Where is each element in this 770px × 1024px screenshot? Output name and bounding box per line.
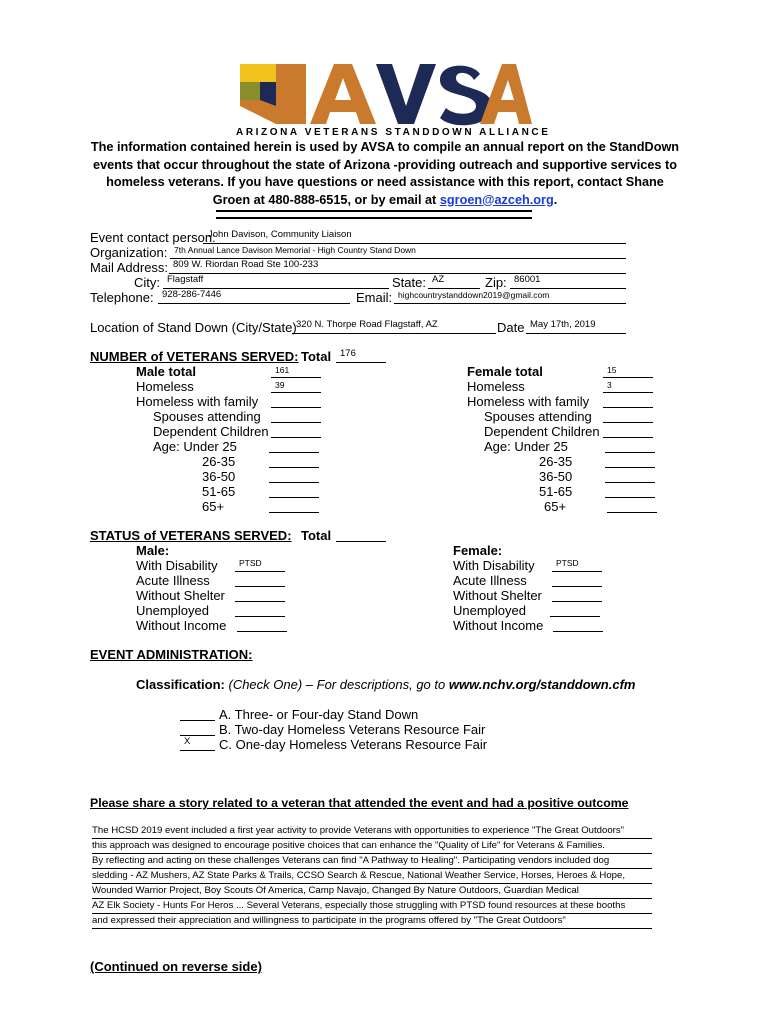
story-line-3[interactable]: By reflecting and acting on these challenges Veterans can find "A Pathway to Healing". Participating vendors included dog xyxy=(92,854,652,869)
female-age-under-field[interactable] xyxy=(605,452,655,453)
male-age-26-label: 26-35 xyxy=(202,454,236,469)
mail-address-field[interactable]: 809 W. Riordan Road Ste 100-233 xyxy=(173,259,319,270)
male-income-field[interactable] xyxy=(237,631,287,632)
mail-address-label: Mail Address: xyxy=(90,260,169,275)
email-line xyxy=(394,303,626,304)
option-c-label: C. One-day Homeless Veterans Resource Fair xyxy=(219,737,488,752)
continued-note: (Continued on reverse side) xyxy=(90,959,262,974)
location-line xyxy=(292,333,496,334)
male-homeless-field[interactable]: 39 xyxy=(275,380,285,390)
male-disability-field[interactable]: PTSD xyxy=(239,558,262,568)
male-unemployed-label: Unemployed xyxy=(136,603,209,618)
male-disability-label: With Disability xyxy=(136,558,218,573)
male-spouses-field[interactable] xyxy=(271,422,321,423)
male-shelter-label: Without Shelter xyxy=(136,588,225,603)
female-homeless-family-field[interactable] xyxy=(603,407,653,408)
female-age-26-field[interactable] xyxy=(605,467,655,468)
female-acute-label: Acute Illness xyxy=(453,573,527,588)
female-income-label: Without Income xyxy=(453,618,544,633)
female-acute-field[interactable] xyxy=(552,586,602,587)
state-line xyxy=(428,288,480,289)
female-shelter-label: Without Shelter xyxy=(453,588,542,603)
male-dependents-field[interactable] xyxy=(271,437,321,438)
option-a-label: A. Three- or Four-day Stand Down xyxy=(219,707,419,722)
female-age-51-field[interactable] xyxy=(605,497,655,498)
organization-label: Organization: xyxy=(90,245,168,260)
female-age-36-field[interactable] xyxy=(605,482,655,483)
story-heading: Please share a story related to a veteran that attended the event and had a positive outcome xyxy=(90,796,629,810)
female-total-label: Female total xyxy=(467,364,543,379)
intro-text: The information contained herein is used by AVSA to compile an annual report on the StandDown events that occur throughout the state of Arizona -providing outreach and supportive services to homeless veterans. If you have questions or need assistance with this report, contact Shane Groen at 480-888-6515, or by email at xyxy=(90,140,680,207)
male-spouses-label: Spouses attending xyxy=(153,409,261,424)
female-dependents-field[interactable] xyxy=(603,437,653,438)
classification-note: (Check One) – For descriptions, go to xyxy=(228,677,446,692)
female-age-51-label: 51-65 xyxy=(539,484,573,499)
male-acute-field[interactable] xyxy=(235,586,285,587)
zip-field[interactable]: 86001 xyxy=(514,274,541,285)
zip-label: Zip: xyxy=(485,275,507,290)
organization-field[interactable]: 7th Annual Lance Davison Memorial - High Country Stand Down xyxy=(174,245,416,255)
male-acute-label: Acute Illness xyxy=(136,573,210,588)
telephone-label: Telephone: xyxy=(90,290,154,305)
served-heading: NUMBER of VETERANS SERVED: xyxy=(90,349,299,364)
female-disability-line xyxy=(552,571,602,572)
option-a-checkbox[interactable] xyxy=(180,720,215,721)
city-label: City: xyxy=(134,275,160,290)
story-line-6[interactable]: AZ Elk Society - Hunts For Heros ... Several Veterans, especially those struggling with PTSD found resources at these booths xyxy=(92,899,652,914)
intro-end: . xyxy=(553,192,558,207)
zip-line xyxy=(510,288,626,289)
event-contact-label: Event contact person: xyxy=(90,230,216,245)
telephone-field[interactable]: 928-286-7446 xyxy=(162,289,222,300)
male-age-65-label: 65+ xyxy=(202,499,225,514)
female-unemployed-label: Unemployed xyxy=(453,603,526,618)
female-homeless-label: Homeless xyxy=(467,379,525,394)
location-label: Location of Stand Down (City/State) xyxy=(90,320,297,335)
male-age-36-field[interactable] xyxy=(269,482,319,483)
female-disability-field[interactable]: PTSD xyxy=(556,558,579,568)
male-unemployed-field[interactable] xyxy=(235,616,285,617)
female-unemployed-field[interactable] xyxy=(550,616,600,617)
date-line xyxy=(526,333,626,334)
story-line-4[interactable]: sledding - AZ Mushers, AZ State Parks & Trails, CCSO Search & Rescue, National Weather Service, Horses, Heroes & Hope, xyxy=(92,869,652,884)
option-c-mark: X xyxy=(184,736,191,747)
email-label: Email: xyxy=(356,290,393,305)
female-homeless-field[interactable]: 3 xyxy=(607,380,612,390)
male-income-label: Without Income xyxy=(136,618,227,633)
status-heading: STATUS of VETERANS SERVED: xyxy=(90,528,292,543)
contact-email-link[interactable]: sgroen@azceh.org xyxy=(439,192,554,207)
mail-address-line xyxy=(169,273,626,274)
status-male-heading: Male: xyxy=(136,543,170,558)
header-divider xyxy=(216,210,532,219)
story-line-7[interactable]: and expressed their appreciation and willingness to participate in the programs offered by "The Great Outdoors" xyxy=(92,914,652,929)
intro-paragraph xyxy=(86,139,684,209)
date-field[interactable]: May 17th, 2019 xyxy=(530,319,596,330)
female-age-under-label: Age: Under 25 xyxy=(484,439,568,454)
served-total-label: Total xyxy=(301,349,332,364)
female-income-field[interactable] xyxy=(553,631,603,632)
male-homeless-family-field[interactable] xyxy=(271,407,321,408)
option-b-label: B. Two-day Homeless Veterans Resource Fair xyxy=(219,722,486,737)
male-homeless-line xyxy=(271,392,321,393)
female-spouses-label: Spouses attending xyxy=(484,409,592,424)
option-c-checkbox[interactable] xyxy=(180,750,215,751)
male-total-line xyxy=(271,377,321,378)
male-disability-line xyxy=(235,571,285,572)
story-line-1[interactable]: The HCSD 2019 event included a first year activity to provide Veterans with opportunities to experience "The Great Outdoors" xyxy=(92,824,652,839)
served-total-field[interactable]: 176 xyxy=(340,348,356,359)
telephone-line xyxy=(158,303,350,304)
location-field[interactable]: 320 N. Thorpe Road Flagstaff, AZ xyxy=(296,319,438,330)
logo-graphic xyxy=(236,60,532,128)
event-contact-line xyxy=(203,243,626,244)
story-line-5[interactable]: Wounded Warrior Project, Boy Scouts Of America, Camp Navajo, Changed By Nature Outdoors, Guardian Medical xyxy=(92,884,652,899)
male-homeless-family-label: Homeless with family xyxy=(136,394,259,409)
male-dependents-label: Dependent Children xyxy=(153,424,269,439)
state-label: State: xyxy=(392,275,426,290)
status-total-label: Total xyxy=(301,528,332,543)
male-age-51-label: 51-65 xyxy=(202,484,236,499)
male-age-65-field[interactable] xyxy=(269,512,319,513)
female-spouses-field[interactable] xyxy=(603,422,653,423)
female-age-65-label: 65+ xyxy=(544,499,567,514)
status-total-field[interactable] xyxy=(336,541,386,542)
male-shelter-field[interactable] xyxy=(235,601,285,602)
admin-heading: EVENT ADMINISTRATION: xyxy=(90,647,253,662)
state-field[interactable]: AZ xyxy=(432,274,445,285)
classification-label: Classification: xyxy=(136,677,225,692)
date-label: Date xyxy=(497,320,525,335)
male-age-under-label: Age: Under 25 xyxy=(153,439,237,454)
male-total-field[interactable]: 161 xyxy=(275,365,290,375)
female-age-26-label: 26-35 xyxy=(539,454,573,469)
female-total-field[interactable]: 15 xyxy=(607,365,617,375)
served-total-line xyxy=(336,362,386,363)
classification-line xyxy=(136,677,635,692)
male-age-under-field[interactable] xyxy=(269,452,319,453)
female-shelter-field[interactable] xyxy=(552,601,602,602)
email-field[interactable]: highcountrystanddown2019@gmail.com xyxy=(398,290,550,300)
male-age-26-field[interactable] xyxy=(269,467,319,468)
female-age-36-label: 36-50 xyxy=(539,469,573,484)
female-age-65-field[interactable] xyxy=(607,512,657,513)
event-contact-field[interactable]: John Davison, Community Liaison xyxy=(208,229,352,240)
org-name: ARIZONA VETERANS STANDDOWN ALLIANCE xyxy=(236,127,551,138)
female-disability-label: With Disability xyxy=(453,558,535,573)
male-homeless-label: Homeless xyxy=(136,379,194,394)
avsa-logo xyxy=(236,60,551,140)
female-homeless-line xyxy=(603,392,653,393)
classification-url[interactable]: www.nchv.org/standdown.cfm xyxy=(448,677,636,692)
female-total-line xyxy=(603,377,653,378)
status-female-heading: Female: xyxy=(453,543,503,558)
male-age-51-field[interactable] xyxy=(269,497,319,498)
female-dependents-label: Dependent Children xyxy=(484,424,600,439)
city-field[interactable]: Flagstaff xyxy=(167,274,204,285)
story-line-2[interactable]: this approach was designed to encourage positive choices that can enhance the "Quality of Life" for Veterans & Families. xyxy=(92,839,652,854)
male-total-label: Male total xyxy=(136,364,196,379)
female-homeless-family-label: Homeless with family xyxy=(467,394,590,409)
male-age-36-label: 36-50 xyxy=(202,469,236,484)
